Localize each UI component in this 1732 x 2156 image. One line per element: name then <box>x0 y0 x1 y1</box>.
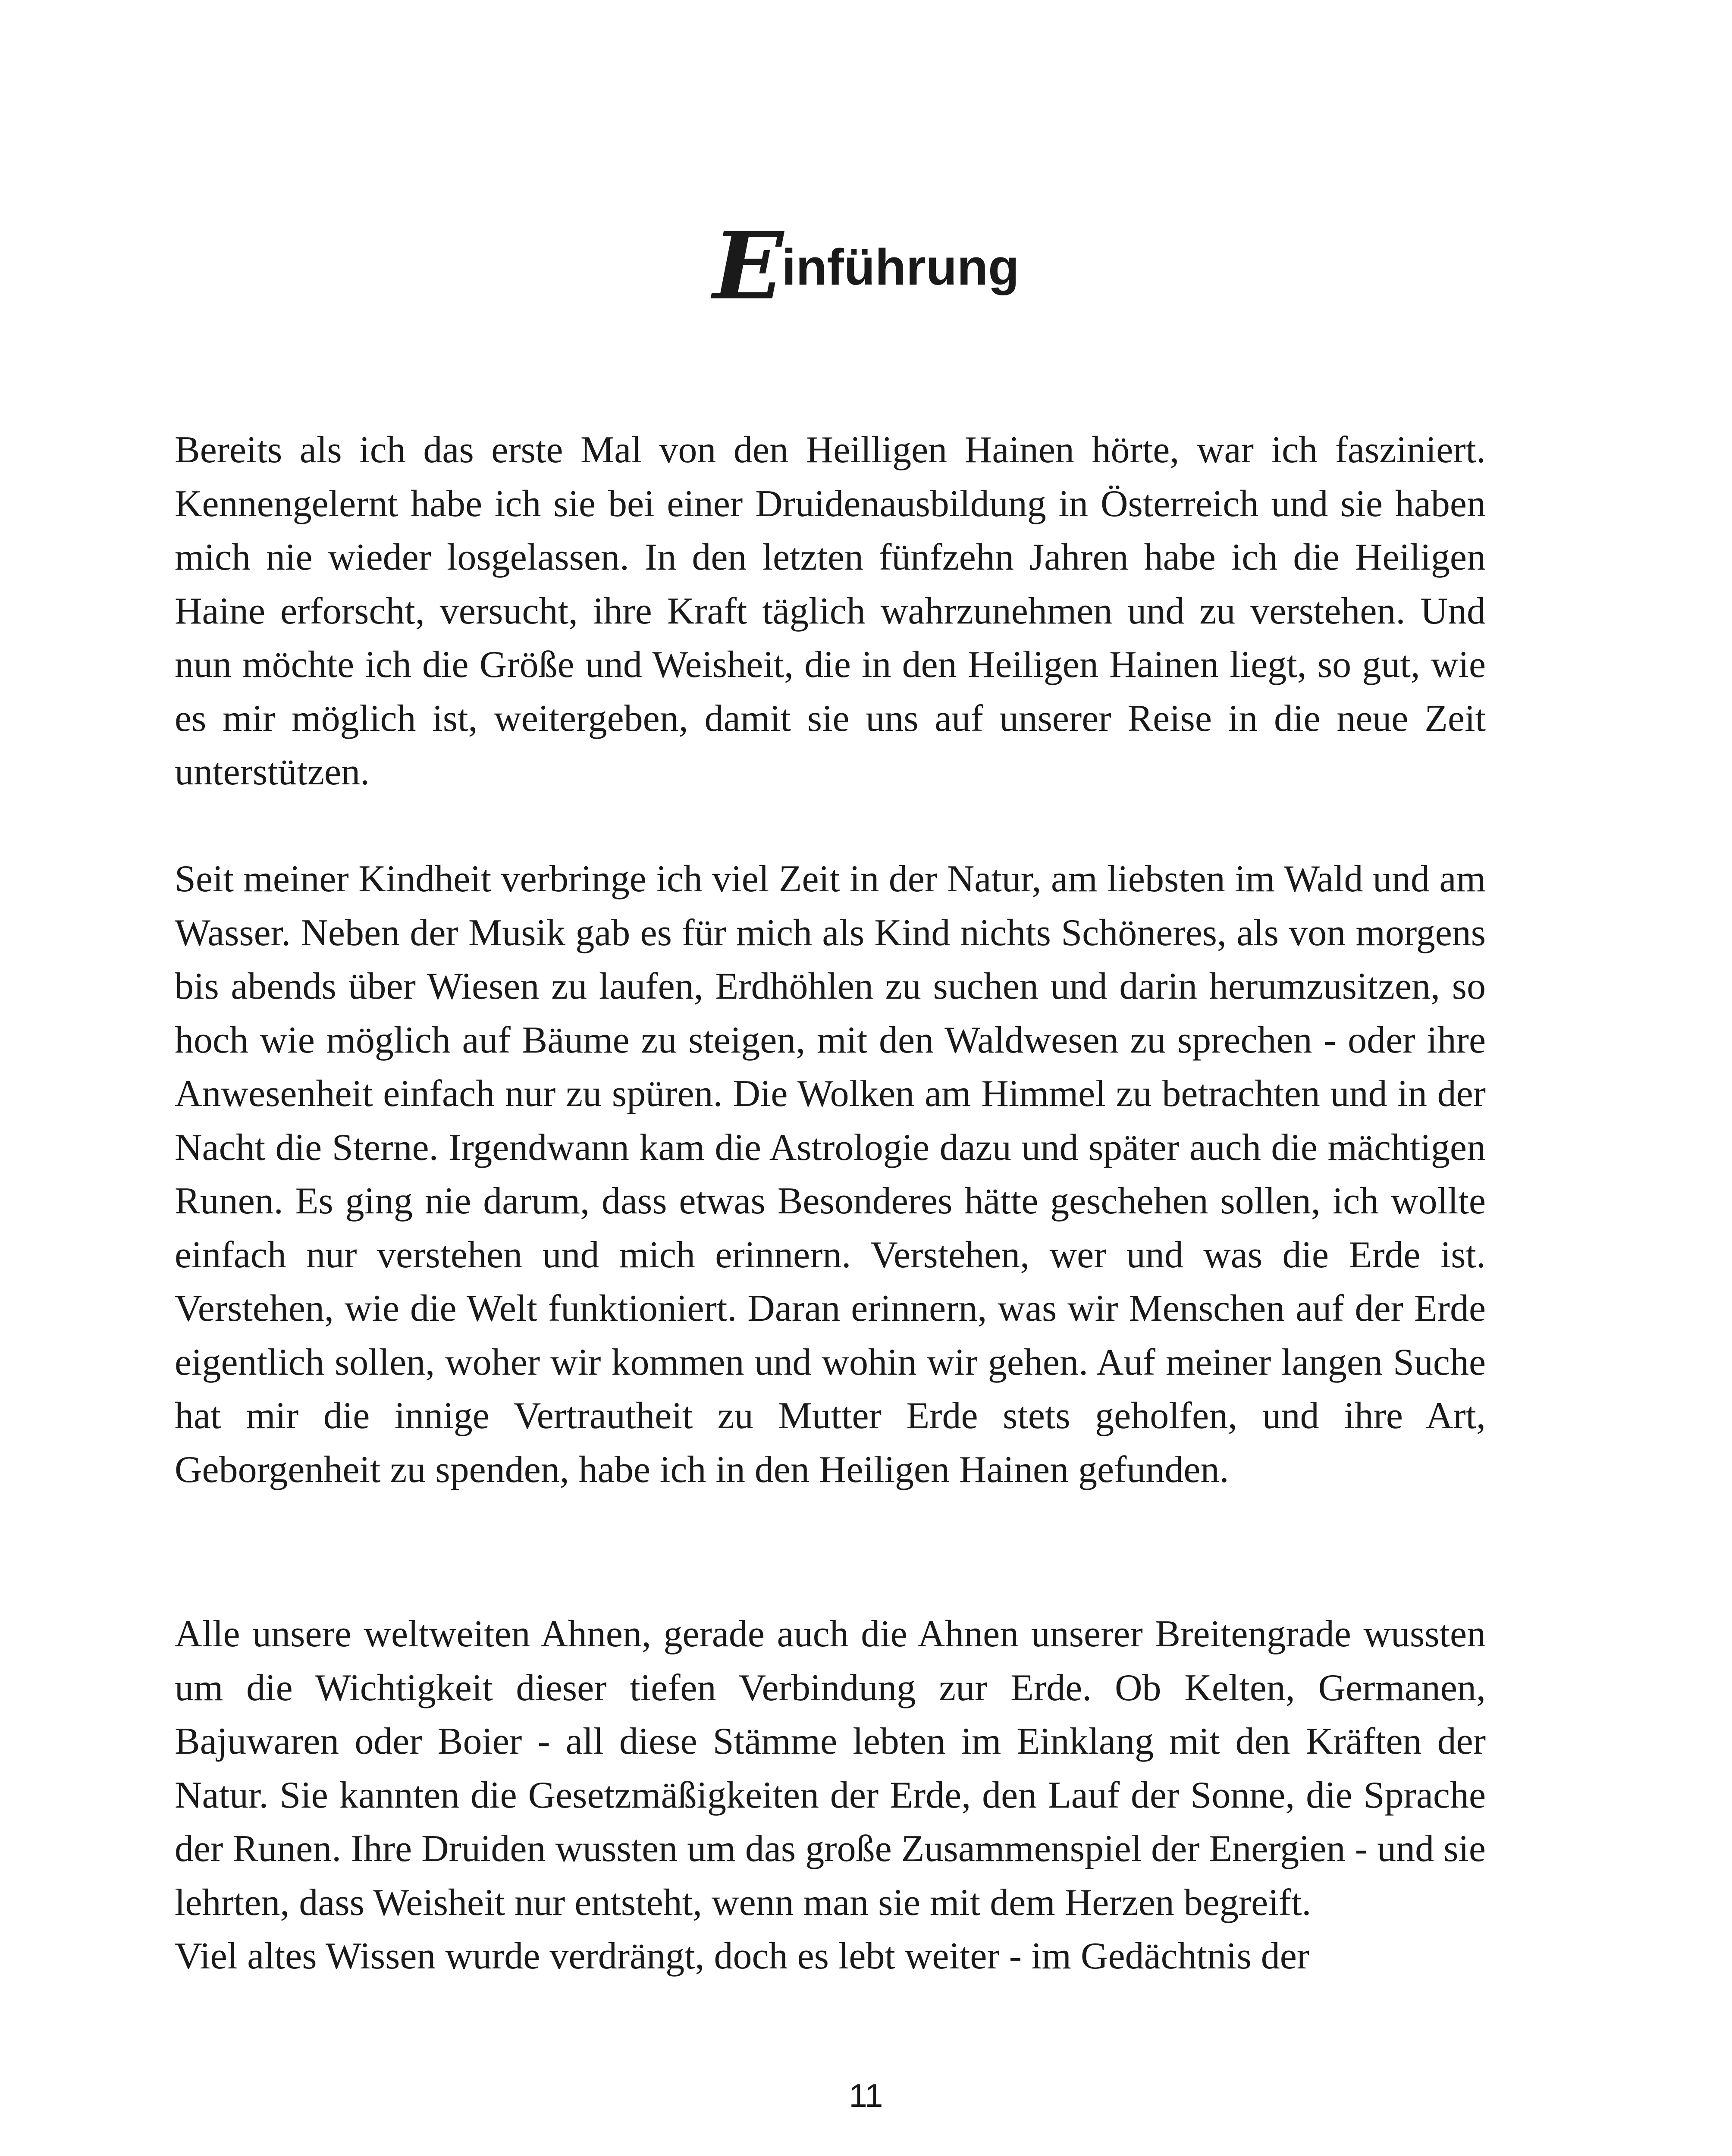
paragraph-4: Viel altes Wissen wurde verdrängt, doch es lebt weiter - im Gedächtnis der <box>175 1935 1310 1977</box>
chapter-title <box>0 211 1732 321</box>
text-block-2 <box>175 852 1486 1497</box>
text-block-3 <box>175 1608 1486 1984</box>
paragraph-1: Bereits als ich das erste Mal von den Heilligen Hainen hörte, war ich fasziniert. Kennengelernt habe ich sie bei einer Druidenausbildung in Österreich und sie haben mich nie wieder losgelassen. In den letzten fünfzehn Jahren habe ich die Heiligen Haine erforscht, versucht, ihre Kraft täglich wahrzunehmen und zu verstehen. Und nun möchte ich die Größe und Weisheit, die in den Heiligen Hainen liegt, so gut, wie es mir möglich ist, weitergeben, damit sie uns auf unserer Reise in die neue Zeit unterstützen. <box>175 429 1486 793</box>
chapter-title-rest: inführung <box>781 239 1020 296</box>
chapter-title-initial: E <box>712 211 784 321</box>
paragraph-2: Seit meiner Kindheit verbringe ich viel Zeit in der Natur, am liebsten im Wald und am Wasser. Neben der Musik gab es für mich als Kind nichts Schöneres, als von morgens bis abends über Wiesen zu laufen, Erdhöhlen zu suchen und darin herumzusitzen, so hoch wie möglich auf Bäume zu steigen, mit den Waldwesen zu sprechen - oder ihre Anwesenheit einfach nur zu spüren. Die Wolken am Himmel zu betrachten und in der Nacht die Sterne. Irgendwann kam die Astrologie dazu und später auch die mächtigen Runen. Es ging nie darum, dass etwas Besonderes hätte geschehen sollen, ich wollte einfach nur verstehen und mich erinnern. Verstehen, wer und was die Erde ist. Verstehen, wie die Welt funktioniert. Daran erinnern, was wir Menschen auf der Erde eigentlich sollen, woher wir kommen und wohin wir gehen. Auf meiner langen Suche hat mir die innige Vertrautheit zu Mutter Erde stets geholfen, und ihre Art, Geborgenheit zu spenden, habe ich in den Heiligen Hainen gefunden. <box>175 858 1486 1491</box>
paragraph-3: Alle unsere weltweiten Ahnen, gerade auch die Ahnen unserer Breitengrade wussten um die Wichtigkeit dieser tiefen Verbindung zur Erde. Ob Kelten, Germanen, Bajuwaren oder Boier - all diese Stämme lebten im Einklang mit den Kräften der Natur. Sie kannten die Gesetzmäßigkeiten der Erde, den Lauf der Sonne, die Sprache der Runen. Ihre Druiden wussten um das große Zusammenspiel der Energien - und sie lehrten, dass Weisheit nur entsteht, wenn man sie mit dem Herzen begreift. <box>175 1613 1486 1924</box>
text-block-1 <box>175 423 1486 799</box>
page-number: 11 <box>849 2078 883 2114</box>
